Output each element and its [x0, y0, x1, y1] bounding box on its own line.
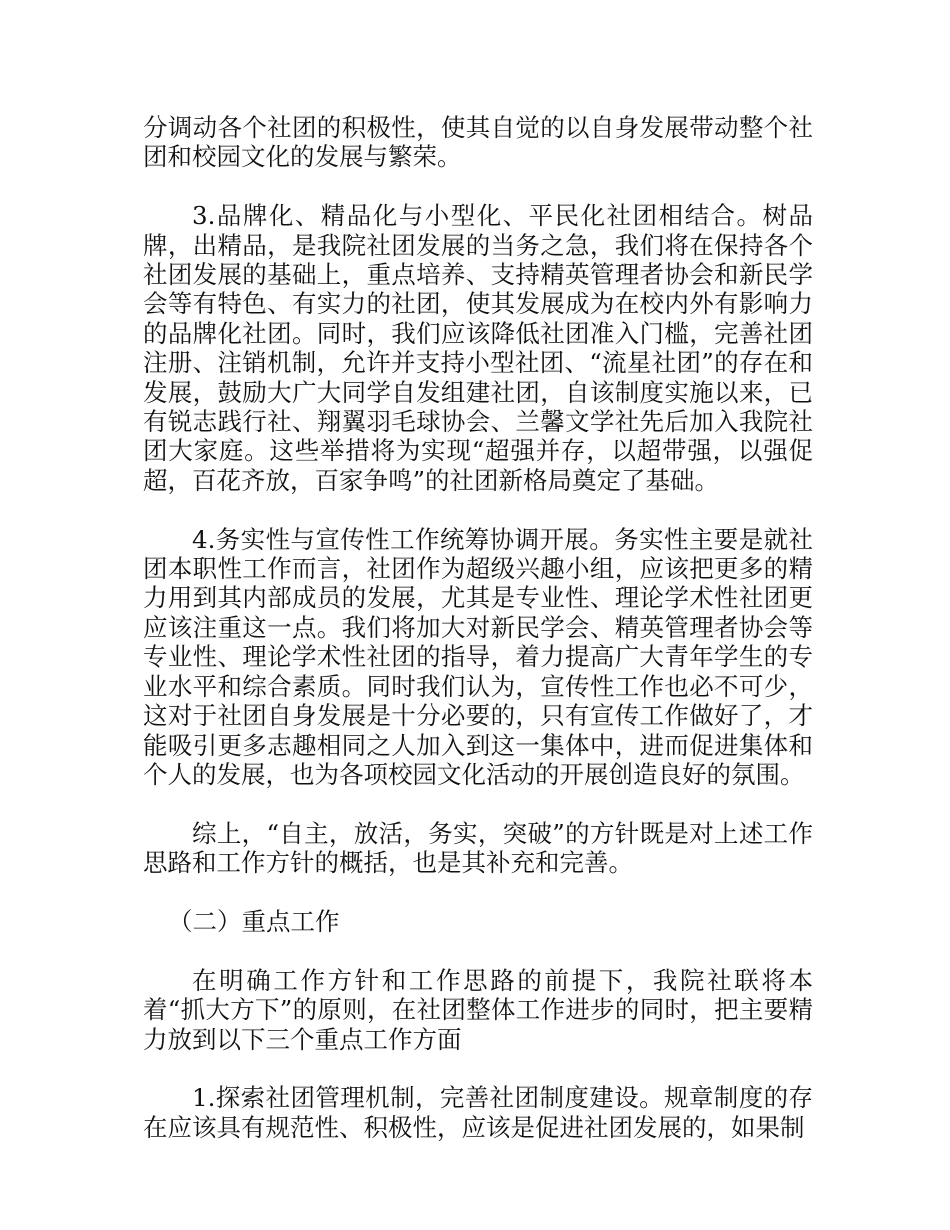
paragraph-summary: 综上，“自主，放活，务实，突破”的方针既是对上述工作思路和工作方针的概括，也是其补充和完善。 [143, 818, 813, 878]
section-heading-key-work: （二）重点工作 [168, 906, 340, 936]
paragraph-point-1: 1.探索社团管理机制，完善社团制度建设。规章制度的存在应该具有规范性、积极性，应该是促进社团发展的，如果制 [143, 1083, 813, 1142]
paragraph-point-3: 3.品牌化、精品化与小型化、平民化社团相结合。树品牌，出精品，是我院社团发展的当务之急，我们将在保持各个社团发展的基础上，重点培养、支持精英管理者协会和新民学会等有特色、有实力的社团，使其发展成为在校内外有影响力的品牌化社团。同时，我们应该降低社团准入门槛，完善社团注册、注销机制，允许并支持小型社团、“流星社团”的存在和发展，鼓励大广大同学自发组建社团，自该制度实施以来，已有锐志践行社、翔翼羽毛球协会、兰馨文学社先后加入我院社团大家庭。这些举措将为实现“超强并存，以超带强，以强促超，百花齐放，百家争鸣”的社团新格局奠定了基础。 [143, 201, 813, 495]
paragraph-continuation: 分调动各个社团的积极性，使其自觉的以自身发展带动整个社团和校园文化的发展与繁荣。 [143, 113, 813, 172]
document-body [143, 113, 813, 1172]
paragraph-point-4: 4.务实性与宣传性工作统筹协调开展。务实性主要是就社团本职性工作而言，社团作为超级兴趣小组，应该把更多的精力用到其内部成员的发展，尤其是专业性、理论学术性社团更应该注重这一点。我们将加大对新民学会、精英管理者协会等专业性、理论学术性社团的指导，着力提高广大青年学生的专业水平和综合素质。同时我们认为，宣传性工作也必不可少，这对于社团自身发展是十分必要的，只有宣传工作做好了，才能吸引更多志趣相同之人加入到这一集体中，进而促进集体和个人的发展，也为各项校园文化活动的开展创造良好的氛围。 [143, 524, 813, 789]
paragraph-key-work-intro: 在明确工作方针和工作思路的前提下，我院社联将本着“抓大方下”的原则，在社团整体工作进步的同时，把主要精力放到以下三个重点工作方面 [143, 965, 813, 1054]
